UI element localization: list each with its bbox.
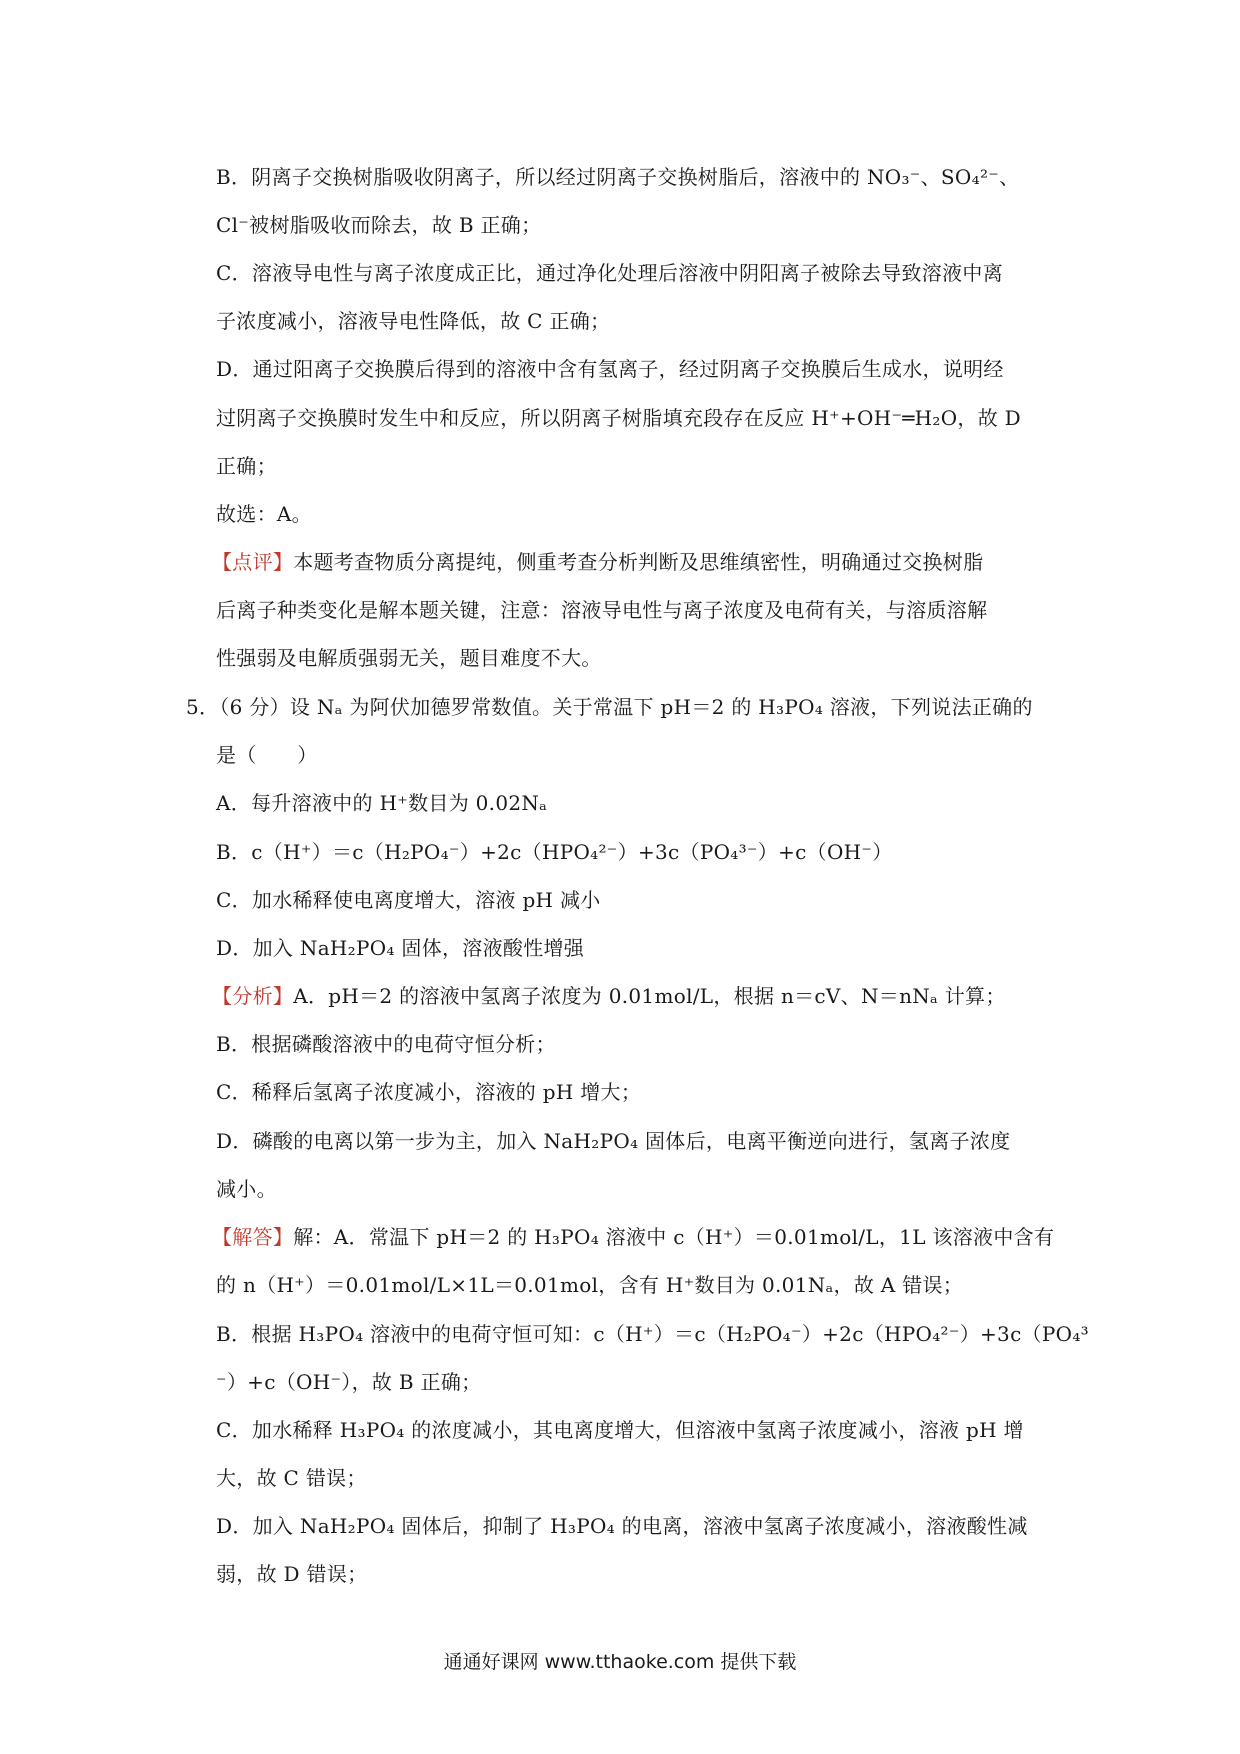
text-line: C．稀释后氢离子浓度减小，溶液的 pH 增大；: [216, 1080, 642, 1104]
comment-paragraph: [212, 548, 983, 576]
text-line: ⁻）+c（OH⁻），故 B 正确；: [216, 1370, 482, 1394]
text-line: B．阴离子交换树脂吸收阴离子，所以经过阴离子交换树脂后，溶液中的 NO₃⁻、SO₄²⁻、: [216, 165, 1020, 189]
text-line: 减小。: [216, 1177, 277, 1201]
analysis-text: A．pH＝2 的溶液中氢离子浓度为 0.01mol/L，根据 n＝cV、N＝nNₐ 计算；: [293, 984, 1006, 1008]
solution-paragraph: [212, 1223, 1054, 1251]
comment-text: 本题考查物质分离提纯，侧重考查分析判断及思维缜密性，明确通过交换树脂: [293, 550, 984, 574]
option-d: D．加入 NaH₂PO₄ 固体，溶液酸性增强: [216, 936, 585, 960]
text-line: 性强弱及电解质强弱无关，题目难度不大。: [216, 646, 602, 670]
option-b: B．c（H⁺）＝c（H₂PO₄⁻）+2c（HPO₄²⁻）+3c（PO₄³⁻）+c（OH⁻）: [216, 840, 893, 864]
analysis-tag: 【分析】: [212, 984, 294, 1008]
text-line: Cl⁻被树脂吸收而除去，故 B 正确；: [216, 213, 542, 237]
question-5-stem-cont: 是（ ）: [216, 743, 318, 767]
text-line: B．根据 H₃PO₄ 溶液中的电荷守恒可知：c（H⁺）＝c（H₂PO₄⁻）+2c（HPO₄²⁻）+3c（PO₄³: [216, 1322, 1089, 1346]
text-line: 过阴离子交换膜时发生中和反应，所以阴离子树脂填充段存在反应 H⁺+OH⁻═H₂O，故 D: [216, 406, 1021, 430]
text-line: 大，故 C 错误；: [216, 1466, 367, 1490]
page-footer: 通通好课网 www.tthaoke.com 提供下载: [443, 1651, 797, 1673]
text-line: D．通过阳离子交换膜后得到的溶液中含有氢离子，经过阴离子交换膜后生成水，说明经: [216, 357, 1004, 381]
text-line: D．磷酸的电离以第一步为主，加入 NaH₂PO₄ 固体后，电离平衡逆向进行，氢离子浓度: [216, 1129, 1011, 1153]
text-line: 正确；: [216, 454, 277, 478]
text-line: 故选：A。: [216, 502, 312, 526]
text-line: D．加入 NaH₂PO₄ 固体后，抑制了 H₃PO₄ 的电离，溶液中氢离子浓度减小，溶液酸性减: [216, 1514, 1028, 1538]
option-a: A．每升溶液中的 H⁺数目为 0.02Nₐ: [216, 791, 548, 815]
option-c: C．加水稀释使电离度增大，溶液 pH 减小: [216, 888, 601, 912]
solution-text: 解：A．常温下 pH＝2 的 H₃PO₄ 溶液中 c（H⁺）＝0.01mol/L，1L 该溶液中含有: [293, 1225, 1055, 1249]
solution-tag: 【解答】: [212, 1225, 294, 1249]
text-line: 子浓度减小，溶液导电性降低，故 C 正确；: [216, 309, 611, 333]
text-line: B．根据磷酸溶液中的电荷守恒分析；: [216, 1032, 556, 1056]
text-line: C．加水稀释 H₃PO₄ 的浓度减小，其电离度增大，但溶液中氢离子浓度减小，溶液 pH 增: [216, 1418, 1024, 1442]
text-line: C．溶液导电性与离子浓度成正比，通过净化处理后溶液中阴阳离子被除去导致溶液中离: [216, 261, 1004, 285]
text-line: 后离子种类变化是解本题关键，注意：溶液导电性与离子浓度及电荷有关，与溶质溶解: [216, 598, 988, 622]
question-5-stem: 5．（6 分）设 Nₐ 为阿伏加德罗常数值。关于常温下 pH＝2 的 H₃PO₄ 溶液，下列说法正确的: [186, 695, 1033, 719]
text-line: 的 n（H⁺）＝0.01mol/L×1L＝0.01mol，含有 H⁺数目为 0.01Nₐ，故 A 错误；: [216, 1273, 964, 1297]
text-line: 弱，故 D 错误；: [216, 1562, 368, 1586]
comment-tag: 【点评】: [212, 550, 294, 574]
analysis-paragraph: [212, 982, 1006, 1010]
